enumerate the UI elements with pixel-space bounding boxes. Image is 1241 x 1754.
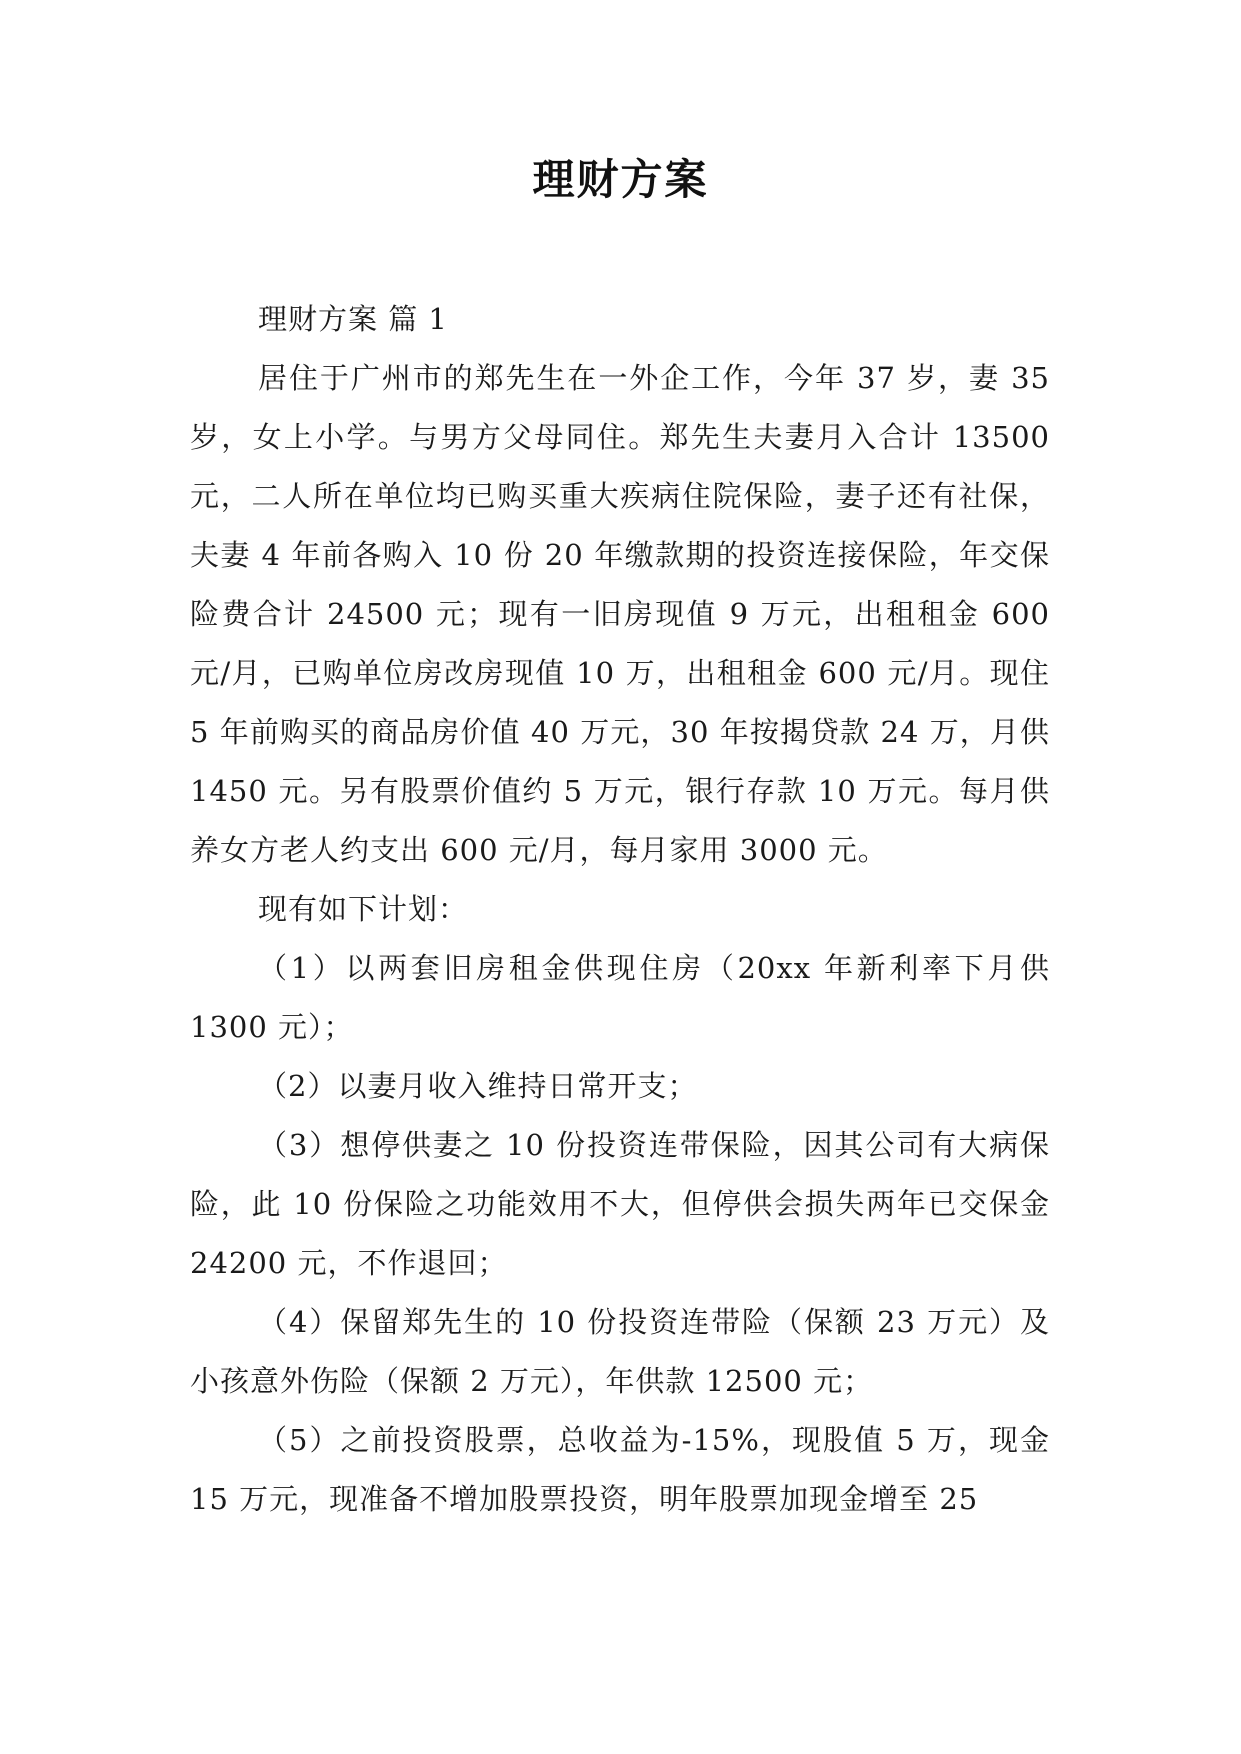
paragraph-plan-4: （4）保留郑先生的 10 份投资连带险（保额 23 万元）及小孩意外伤险（保额 2 万元），年供款 12500 元； <box>190 1305 1050 1398</box>
paragraph-plan-intro: 现有如下计划： <box>258 892 469 926</box>
section-label: 理财方案 篇 1 <box>258 302 448 336</box>
page-title: 理财方案 <box>532 155 709 204</box>
paragraph-plan-5: （5）之前投资股票，总收益为-15%，现股值 5 万，现金 15 万元，现准备不增加股票投资，明年股票加现金增至 25 <box>190 1423 1050 1516</box>
paragraph-plan-2: （2）以妻月收入维持日常开支； <box>258 1069 698 1103</box>
paragraph-plan-1: （1）以两套旧房租金供现住房（20xx 年新利率下月供 1300 元）； <box>190 951 1050 1044</box>
paragraph-background: 居住于广州市的郑先生在一外企工作，今年 37 岁，妻 35 岁，女上小学。与男方父母同住。郑先生夫妻月入合计 13500 元，二人所在单位均已购买重大疾病住院保险，妻子还有社保，夫妻 4 年前各购入 10 份 20 年缴款期的投资连接保险，年交保险费合计 24500 元；现有一旧房现值 9 万元，出租租金 600 元/月，已购单位房改房现值 10 万，出租租金 600 元/月。现住 5 年前购买的商品房价值 40 万元，30 年按揭贷款 24 万，月供 1450 元。另有股票价值约 5 万元，银行存款 10 万元。每月供养女方老人约支出 600 元/月，每月家用 3000 元。 <box>190 361 1050 867</box>
paragraph-plan-3: （3）想停供妻之 10 份投资连带保险，因其公司有大病保险，此 10 份保险之功能效用不大，但停供会损失两年已交保金 24200 元，不作退回； <box>190 1128 1050 1280</box>
document-body <box>190 290 1050 1529</box>
